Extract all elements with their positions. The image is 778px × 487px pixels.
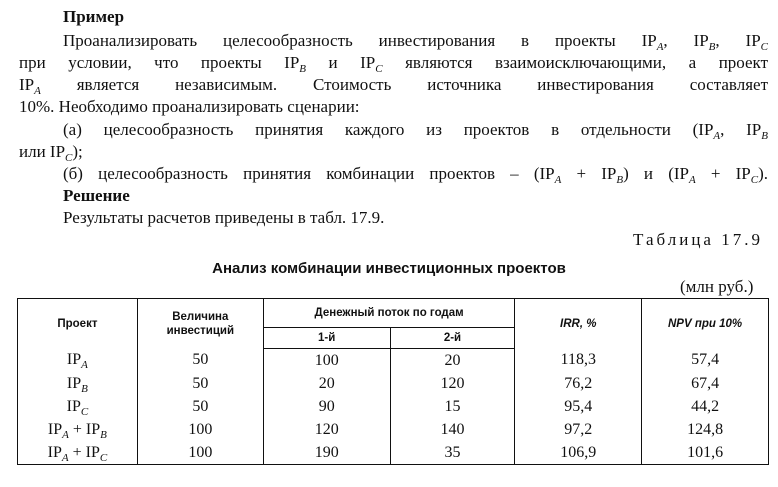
cell-year-2: 35 bbox=[390, 441, 515, 465]
cell-npv: 67,4 bbox=[642, 372, 769, 395]
cell-project: $IP_A$ bbox=[18, 349, 138, 373]
cell-year-2: 15 bbox=[390, 395, 515, 418]
header-npv: NPV при 10% bbox=[642, 299, 769, 349]
cell-project: $IP_A + IP_B$ bbox=[18, 418, 138, 441]
cell-year-1: 90 bbox=[263, 395, 390, 418]
cell-year-2: 120 bbox=[390, 372, 515, 395]
example-heading: Пример bbox=[63, 7, 125, 26]
cell-irr: 95,4 bbox=[515, 395, 642, 418]
table-row bbox=[18, 395, 769, 418]
cell-project: $IP_A + IP_C$ bbox=[18, 441, 138, 465]
cell-irr: 106,9 bbox=[515, 441, 642, 465]
cell-irr: 118,3 bbox=[515, 349, 642, 373]
table-row bbox=[18, 441, 769, 465]
cell-npv: 101,6 bbox=[642, 441, 769, 465]
header-project: Проект bbox=[18, 299, 138, 349]
table-title: Анализ комбинации инвестиционных проектов bbox=[212, 260, 566, 277]
cell-investment: 50 bbox=[137, 395, 263, 418]
paragraph-line-1: Проанализировать целесообразность инвестирования в проекты $IP_A$, $IP_B$, $IP_C$ bbox=[63, 31, 768, 53]
cell-year-1: 120 bbox=[263, 418, 390, 441]
table-row bbox=[18, 372, 769, 395]
header-cashflow: Денежный поток по годам bbox=[263, 299, 515, 328]
cell-year-1: 100 bbox=[263, 349, 390, 373]
solution-heading: Решение bbox=[63, 186, 130, 205]
scenario-b: (б) целесообразность принятия комбинации проектов – $(IP_A + IP_B)$ и $(IP_A + IP_C)$. bbox=[63, 164, 768, 186]
header-year-1: 1-й bbox=[263, 328, 390, 349]
header-irr: IRR, % bbox=[515, 299, 642, 349]
cell-investment: 100 bbox=[137, 441, 263, 465]
cell-project: $IP_C$ bbox=[18, 395, 138, 418]
units-label: (млн руб.) bbox=[680, 277, 754, 296]
cell-investment: 50 bbox=[137, 372, 263, 395]
cell-npv: 57,4 bbox=[642, 349, 769, 373]
table-row bbox=[18, 349, 769, 373]
cell-year-2: 20 bbox=[390, 349, 515, 373]
cell-irr: 97,2 bbox=[515, 418, 642, 441]
cell-investment: 50 bbox=[137, 349, 263, 373]
paragraph-line-2: при условии, что проекты $IP_B$ и $IP_C$ являются взаимоисключающими, а проект bbox=[19, 53, 769, 75]
cell-project: $IP_B$ bbox=[18, 372, 138, 395]
cell-npv: 44,2 bbox=[642, 395, 769, 418]
header-year-2: 2-й bbox=[390, 328, 515, 349]
cell-investment: 100 bbox=[137, 418, 263, 441]
investment-table bbox=[17, 298, 769, 465]
table-row bbox=[18, 418, 769, 441]
header-investment: Величина инвестиций bbox=[137, 299, 263, 349]
results-text: Результаты расчетов приведены в табл. 17.9. bbox=[63, 208, 385, 227]
scenario-a-cont: или $IP_C$); bbox=[19, 142, 83, 164]
paragraph-line-4: 10%. Необходимо проанализировать сценарии: bbox=[19, 97, 360, 116]
cell-year-2: 140 bbox=[390, 418, 515, 441]
cell-year-1: 190 bbox=[263, 441, 390, 465]
cell-year-1: 20 bbox=[263, 372, 390, 395]
table-label: Таблица 17.9 bbox=[633, 230, 763, 249]
cell-irr: 76,2 bbox=[515, 372, 642, 395]
paragraph-line-3: $IP_A$ является независимым. Стоимость источника инвестирования составляет bbox=[19, 75, 768, 97]
cell-npv: 124,8 bbox=[642, 418, 769, 441]
scenario-a: (а) целесообразность принятия каждого из проектов в отдельности ($IP_A$, $IP_B$ bbox=[63, 120, 768, 142]
